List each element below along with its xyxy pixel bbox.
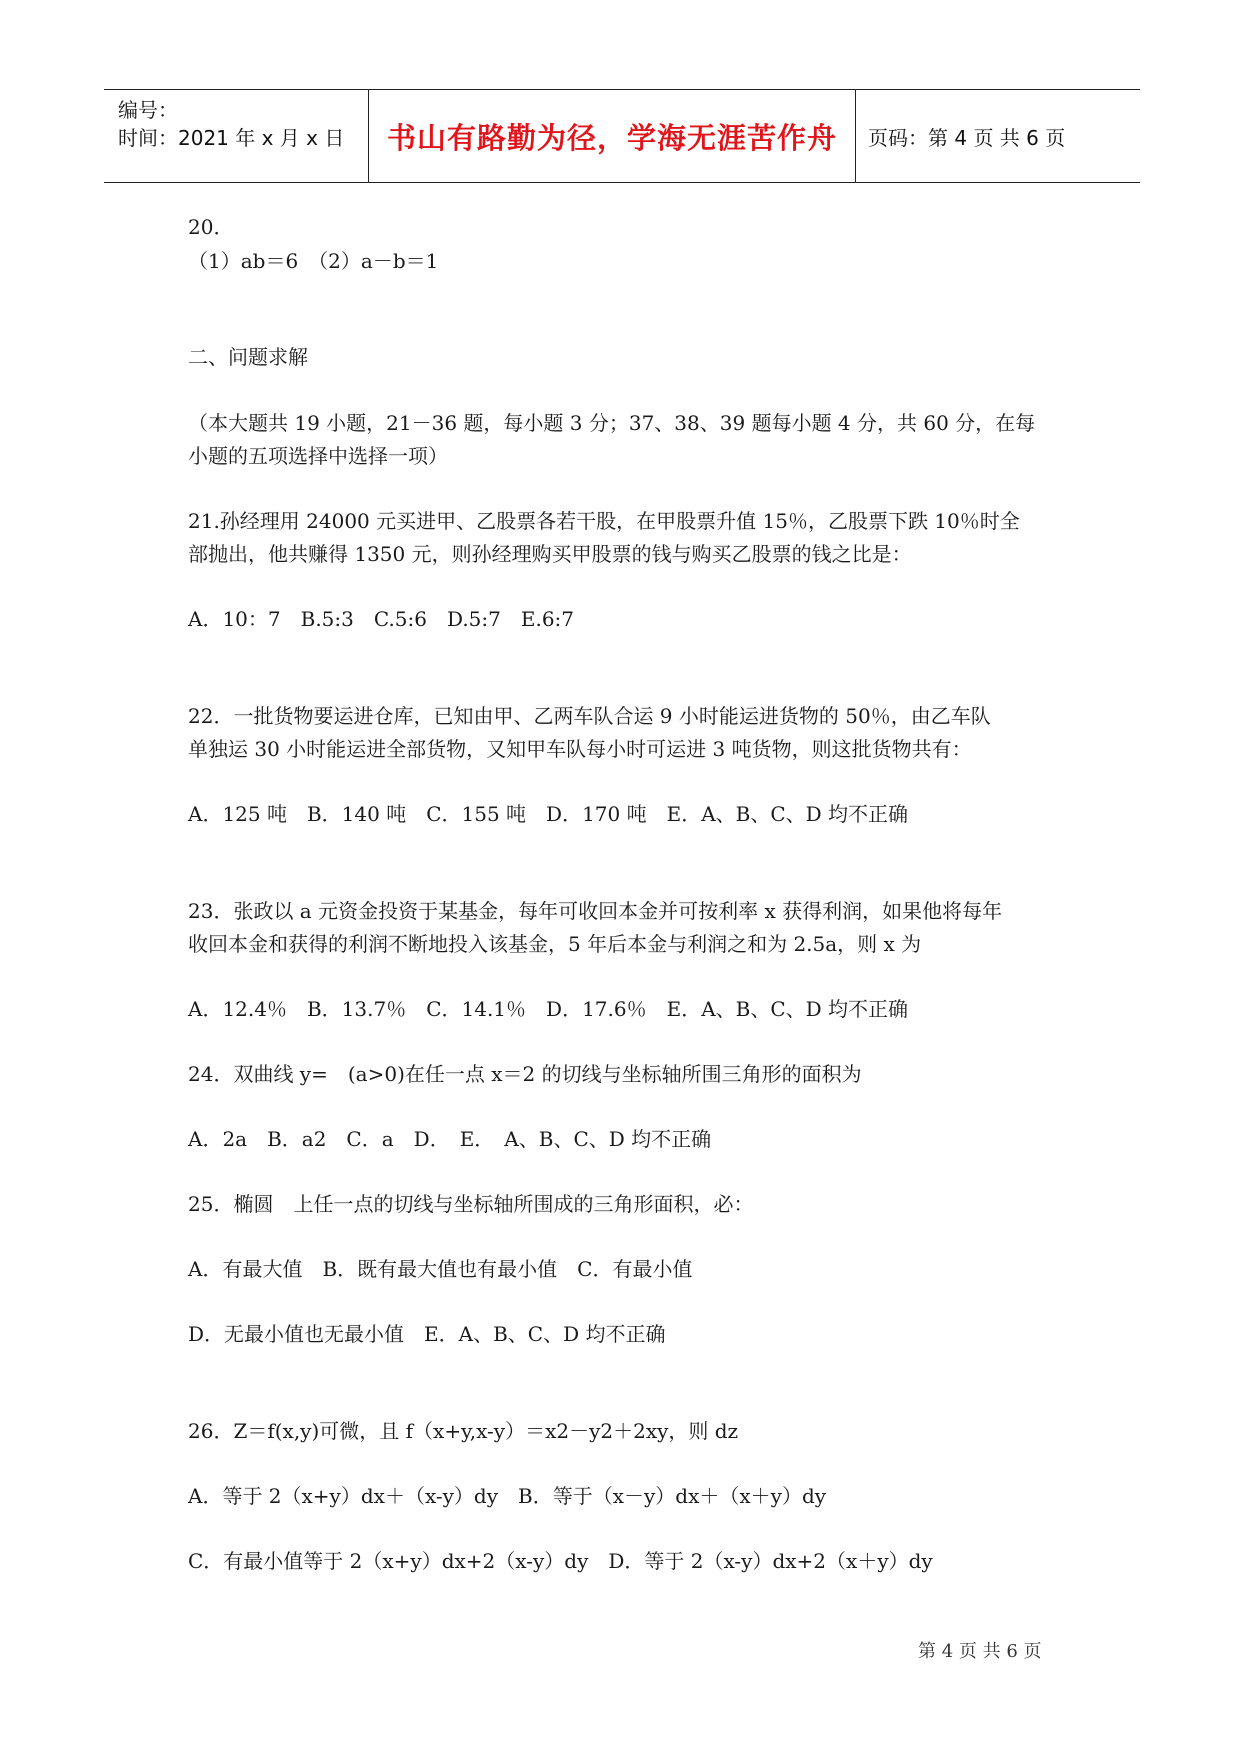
header-page-info: 页码：第 4 页 共 6 页 bbox=[868, 125, 1066, 150]
header-motto: 书山有路勤为径，学海无涯苦作舟 bbox=[386, 120, 837, 155]
header-motto-cell bbox=[368, 90, 856, 182]
section-title: 二、问题求解 bbox=[188, 345, 308, 369]
question-21-options: A．10：7 B.5:3 C.5:6 D.5:7 E.6:7 bbox=[188, 607, 575, 631]
question-23-line-1: 23．张政以 a 元资金投资于某基金，每年可收回本金并可按利率 x 获得利润，如果他将每年 bbox=[188, 899, 1003, 923]
section-note-line-1: （本大题共 19 小题，21－36 题，每小题 3 分；37、38、39 题每小题 4 分，共 60 分，在每 bbox=[188, 411, 1036, 435]
question-25-options-1: A．有最大值 B．既有最大值也有最小值 C．有最小值 bbox=[188, 1257, 693, 1281]
question-24-options: A．2a B．a2 C．a D． E． A、B、C、D 均不正确 bbox=[188, 1127, 712, 1151]
section-note-line-2: 小题的五项选择中选择一项） bbox=[188, 444, 448, 468]
header-meta-cell bbox=[104, 90, 368, 182]
question-20-answer: （1）ab＝6 （2）a－b＝1 bbox=[188, 249, 439, 273]
document-number-label: 编号： bbox=[118, 98, 178, 122]
question-21-line-2: 部抛出，他共赚得 1350 元，则孙经理购买甲股票的钱与购买乙股票的钱之比是： bbox=[188, 542, 912, 566]
question-25-line: 25．椭圆 上任一点的切线与坐标轴所围成的三角形面积，必： bbox=[188, 1192, 754, 1216]
document-header bbox=[104, 89, 1140, 183]
page-footer: 第 4 页 共 6 页 bbox=[918, 1641, 1042, 1662]
question-21-line-1: 21.孙经理用 24000 元买进甲、乙股票各若干股，在甲股票升值 15％，乙股票下跌 10％时全 bbox=[188, 509, 1020, 533]
question-22-line-2: 单独运 30 小时能运进全部货物，又知甲车队每小时可运进 3 吨货物，则这批货物共有： bbox=[188, 737, 972, 761]
question-24-line: 24．双曲线 y= (a>0)在任一点 x＝2 的切线与坐标轴所围三角形的面积为 bbox=[188, 1062, 862, 1086]
question-20-title: 20． bbox=[188, 215, 234, 239]
question-23-line-2: 收回本金和获得的利润不断地投入该基金，5 年后本金与利润之和为 2.5a，则 x 为 bbox=[188, 932, 922, 956]
question-25-options-2: D．无最小值也无最小值 E．A、B、C、D 均不正确 bbox=[188, 1322, 666, 1346]
question-26-line: 26．Z＝f(x,y)可微，且 f（x+y,x-y）＝x2－y2＋2xy，则 dz bbox=[188, 1419, 739, 1443]
question-22-line-1: 22．一批货物要运进仓库，已知由甲、乙两车队合运 9 小时能运进货物的 50％，由乙车队 bbox=[188, 704, 991, 728]
document-time-label: 时间：2021 年 x 月 x 日 bbox=[118, 126, 345, 150]
question-22-options: A．125 吨 B．140 吨 C．155 吨 D．170 吨 E．A、B、C、D 均不正确 bbox=[188, 802, 909, 826]
question-26-options-1: A．等于 2（x+y）dx＋（x-y）dy B．等于（x－y）dx＋（x＋y）dy bbox=[188, 1484, 827, 1508]
question-23-options: A．12.4％ B．13.7％ C．14.1％ D．17.6％ E．A、B、C、D 均不正确 bbox=[188, 997, 909, 1021]
question-26-options-2: C．有最小值等于 2（x+y）dx+2（x-y）dy D．等于 2（x-y）dx+2（x＋y）dy bbox=[188, 1549, 933, 1573]
header-page-cell bbox=[856, 90, 1140, 182]
